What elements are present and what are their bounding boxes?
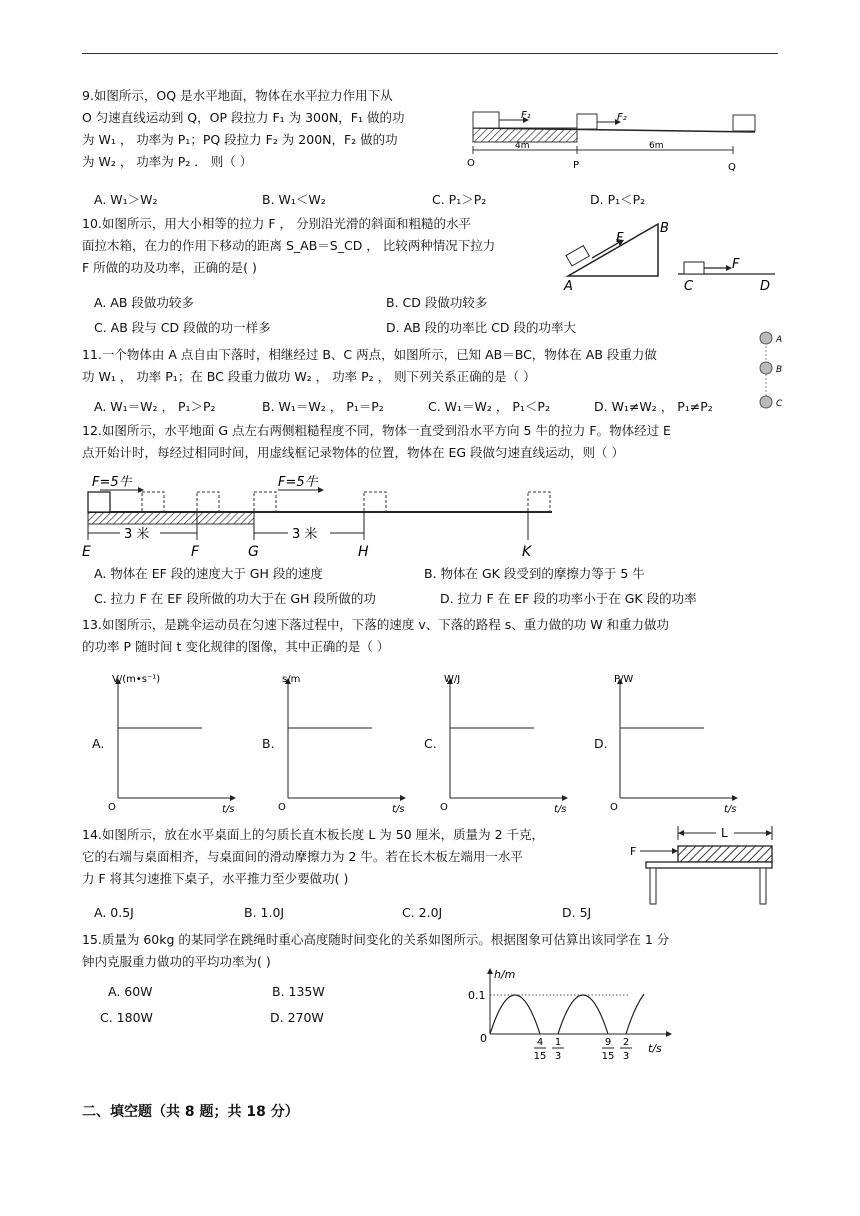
q12-option-a[interactable]: A. 物体在 EF 段的速度大于 GH 段的速度 bbox=[94, 566, 323, 581]
ball-a-icon bbox=[760, 332, 772, 344]
arrow-icon bbox=[400, 795, 406, 801]
jump-curve bbox=[490, 995, 540, 1034]
q15-figure bbox=[460, 964, 680, 1064]
q14-line: 力 F 将其匀速推下桌子，水平推力至少要做功( ) bbox=[82, 871, 349, 886]
q12-figure bbox=[82, 470, 562, 562]
y-axis-label: h/m bbox=[494, 968, 516, 981]
arrow-icon bbox=[672, 848, 678, 854]
question-10-text bbox=[82, 213, 495, 279]
q10-line: 10.如图所示，用大小相等的拉力 F ， 分别沿光滑的斜面和粗糙的水平 bbox=[82, 216, 471, 231]
q14-line: 它的右端与桌面相齐，与桌面间的滑动摩擦力为 2 牛。若在长木板左端用一水平 bbox=[82, 849, 523, 864]
q9-line: 为 W₁ ， 功率为 P₁；PQ 段拉力 F₂ 为 200N，F₂ 做的功 bbox=[82, 132, 398, 147]
q12-option-b[interactable]: B. 物体在 GK 段受到的摩擦力等于 5 牛 bbox=[424, 566, 645, 581]
tick-numerator: 4 bbox=[536, 1037, 544, 1048]
x-axis-label: t/s bbox=[392, 804, 405, 815]
q13-graph-c bbox=[438, 670, 588, 820]
q10-option-d[interactable]: D. AB 段的功率比 CD 段的功率大 bbox=[386, 320, 576, 335]
q15-line: 15.质量为 60kg 的某同学在跳绳时重心高度随时间变化的关系如图所示。根据图象可估算出该同学在 1 分 bbox=[82, 932, 670, 947]
question-13-text bbox=[82, 614, 669, 658]
q10-line: F 所做的功及功率，正确的是( ) bbox=[82, 260, 257, 275]
arrow-icon bbox=[562, 795, 568, 801]
arrow-icon bbox=[230, 795, 236, 801]
rough-ground-strip bbox=[473, 128, 577, 142]
label-3m: 3 米 bbox=[124, 527, 150, 542]
label-f2: F₂ bbox=[617, 112, 627, 123]
label-f: F bbox=[191, 544, 200, 560]
q9-option-c[interactable]: C. P₁＞P₂ bbox=[432, 192, 487, 207]
arrow-icon bbox=[766, 830, 772, 836]
q11-option-b[interactable]: B. W₁＝W₂ ， P₁＝P₂ bbox=[262, 399, 384, 414]
label-force: F=5牛 bbox=[92, 475, 132, 490]
tick-denominator: 3 bbox=[622, 1051, 630, 1062]
dashed-frame bbox=[197, 492, 219, 512]
label-4m: 4m bbox=[515, 141, 530, 151]
dashed-frame bbox=[254, 492, 276, 512]
dashed-frame bbox=[142, 492, 164, 512]
label-c: C bbox=[684, 279, 694, 294]
rough-ground-strip bbox=[88, 512, 254, 524]
tick-numerator: 1 bbox=[554, 1037, 562, 1048]
label-k: K bbox=[522, 544, 532, 560]
label-f1: F₁ bbox=[521, 110, 531, 121]
label-e: E bbox=[82, 544, 91, 560]
x-axis-label: t/s bbox=[724, 804, 737, 815]
label-d: D bbox=[760, 279, 771, 294]
q11-figure bbox=[756, 328, 788, 412]
q9-option-a[interactable]: A. W₁＞W₂ bbox=[94, 192, 158, 207]
ball-b-icon bbox=[760, 362, 772, 374]
q14-figure bbox=[626, 822, 786, 908]
q12-option-c[interactable]: C. 拉力 F 在 EF 段所做的功大于在 GH 段所做的功 bbox=[94, 591, 376, 606]
x-axis-label: t/s bbox=[554, 804, 567, 815]
jump-curve bbox=[558, 995, 608, 1034]
q9-line: 9.如图所示，OQ 是水平地面，物体在水平拉力作用下从 bbox=[82, 88, 393, 103]
q14-line: 14.如图所示，放在水平桌面上的匀质长直木板长度 L 为 50 厘米，质量为 2 千克， bbox=[82, 827, 545, 842]
q15-option-a[interactable]: A. 60W bbox=[108, 984, 153, 999]
q14-option-d[interactable]: D. 5J bbox=[562, 905, 592, 920]
label-a: A bbox=[776, 335, 783, 345]
label-l: L bbox=[721, 826, 728, 840]
tick-numerator: 9 bbox=[604, 1037, 612, 1048]
question-11-text bbox=[82, 344, 657, 388]
table-leg bbox=[650, 868, 656, 904]
label-f: F bbox=[616, 231, 624, 246]
origin-label: O bbox=[440, 802, 448, 813]
section-2-heading: 二、填空题（共 8 题；共 18 分） bbox=[82, 1104, 299, 1120]
block-icon bbox=[733, 115, 755, 131]
arrow-icon bbox=[318, 487, 324, 493]
q11-option-c[interactable]: C. W₁＝W₂ ， P₁＜P₂ bbox=[428, 399, 550, 414]
q10-line: 面拉木箱，在力的作用下移动的距离 S_AB＝S_CD ， 比较两种情况下拉力 bbox=[82, 238, 496, 253]
y-axis-label: P/W bbox=[614, 674, 634, 685]
q11-option-d[interactable]: D. W₁≠W₂ ， P₁≠P₂ bbox=[594, 399, 713, 414]
q11-option-a[interactable]: A. W₁＝W₂ ， P₁＞P₂ bbox=[94, 399, 216, 414]
q13-option-c[interactable]: C. bbox=[424, 736, 437, 751]
q15-option-d[interactable]: D. 270W bbox=[270, 1010, 324, 1025]
arrow-icon bbox=[666, 1031, 672, 1037]
question-14-text bbox=[82, 824, 544, 890]
label-f: F bbox=[732, 257, 740, 272]
q13-graph-a bbox=[106, 670, 256, 820]
label-o: O bbox=[467, 158, 475, 169]
arrow-icon bbox=[487, 968, 493, 974]
q11-line: 11.一个物体由 A 点自由下落时，相继经过 B、C 两点，如图所示，已知 AB＝BC，物体在 AB 段重力做 bbox=[82, 347, 657, 362]
origin-label: O bbox=[278, 802, 286, 813]
label-q: Q bbox=[728, 162, 736, 173]
q14-option-b[interactable]: B. 1.0J bbox=[244, 905, 285, 920]
label-6m: 6m bbox=[649, 141, 664, 151]
q15-option-b[interactable]: B. 135W bbox=[272, 984, 325, 999]
q15-option-c[interactable]: C. 180W bbox=[100, 1010, 153, 1025]
q11-line: 功 W₁ ， 功率 P₁；在 BC 段重力做功 W₂ ， 功率 P₂ ， 则下列关系正确的是（ ） bbox=[82, 369, 536, 384]
q9-line: O 匀速直线运动到 Q，OP 段拉力 F₁ 为 300N，F₁ 做的功 bbox=[82, 110, 405, 125]
dashed-frame bbox=[528, 492, 550, 512]
q9-figure bbox=[465, 108, 765, 178]
q9-option-b[interactable]: B. W₁＜W₂ bbox=[262, 192, 326, 207]
q13-option-b[interactable]: B. bbox=[262, 736, 275, 751]
y-tick-0.1: 0.1 bbox=[468, 989, 486, 1002]
q13-graph-d bbox=[608, 670, 758, 820]
q13-line: 的功率 P 随时间 t 变化规律的图像，其中正确的是（ ） bbox=[82, 639, 390, 654]
label-c: C bbox=[776, 399, 783, 409]
question-12-text bbox=[82, 420, 671, 464]
header-rule bbox=[82, 53, 778, 54]
x-axis-label: t/s bbox=[222, 804, 235, 815]
arrow-icon bbox=[678, 830, 684, 836]
origin-label: 0 bbox=[480, 1032, 487, 1045]
label-h: H bbox=[358, 544, 369, 560]
jump-curve bbox=[626, 994, 644, 1034]
q14-option-c[interactable]: C. 2.0J bbox=[402, 905, 443, 920]
block-icon bbox=[88, 492, 110, 512]
dashed-frame bbox=[364, 492, 386, 512]
tick-numerator: 2 bbox=[622, 1037, 630, 1048]
arrow-icon bbox=[732, 795, 738, 801]
origin-label: O bbox=[108, 802, 116, 813]
q12-option-d[interactable]: D. 拉力 F 在 EF 段的功率小于在 GK 段的功率 bbox=[440, 591, 697, 606]
table-leg bbox=[760, 868, 766, 904]
origin-label: O bbox=[610, 802, 618, 813]
block-icon bbox=[577, 114, 597, 129]
ball-c-icon bbox=[760, 396, 772, 408]
label-p: P bbox=[573, 160, 580, 171]
board-icon bbox=[678, 846, 772, 862]
q9-line: 为 W₂ ， 功率为 P₂ ． 则（ ） bbox=[82, 154, 253, 169]
question-9-text bbox=[82, 85, 404, 173]
box-icon bbox=[566, 246, 589, 266]
x-axis-label: t/s bbox=[648, 1042, 662, 1055]
y-axis-label: s/m bbox=[282, 674, 301, 685]
q13-line: 13.如图所示，是跳伞运动员在匀速下落过程中，下落的速度 v、下落的路程 s、重力做的功 W 和重力做功 bbox=[82, 617, 670, 632]
box-icon bbox=[684, 262, 704, 274]
y-axis-label: W/J bbox=[444, 674, 461, 685]
table-top bbox=[646, 862, 772, 868]
q13-option-a[interactable]: A. bbox=[92, 736, 105, 751]
tick-denominator: 15 bbox=[533, 1051, 547, 1062]
q9-option-d[interactable]: D. P₁＜P₂ bbox=[590, 192, 646, 207]
q10-option-a[interactable]: A. AB 段做功较多 bbox=[94, 295, 194, 310]
label-force: F=5牛 bbox=[278, 475, 318, 490]
q13-option-d[interactable]: D. bbox=[594, 736, 608, 751]
q10-option-b[interactable]: B. CD 段做功较多 bbox=[386, 295, 488, 310]
q12-line: 点开始计时，每经过相同时间，用虚线框记录物体的位置，物体在 EG 段做匀速直线运动，则（ ） bbox=[82, 445, 625, 460]
q13-graph-b bbox=[276, 670, 426, 820]
label-f: F bbox=[630, 845, 637, 858]
q12-line: 12.如图所示，水平地面 G 点左右两侧粗糙程度不同，物体一直受到沿水平方向 5 牛的拉力 F。物体经过 E bbox=[82, 423, 671, 438]
label-a: A bbox=[564, 279, 573, 294]
block-icon bbox=[473, 112, 499, 128]
label-g: G bbox=[248, 544, 259, 560]
q10-option-c[interactable]: C. AB 段与 CD 段做的功一样多 bbox=[94, 320, 271, 335]
label-b: B bbox=[776, 365, 783, 375]
q14-option-a[interactable]: A. 0.5J bbox=[94, 905, 134, 920]
tick-denominator: 15 bbox=[601, 1051, 615, 1062]
q10-figure bbox=[560, 218, 780, 294]
q15-line: 钟内克服重力做功的平均功率为( ) bbox=[82, 954, 271, 969]
label-3m: 3 米 bbox=[292, 527, 318, 542]
tick-denominator: 3 bbox=[554, 1051, 562, 1062]
y-axis-label: V/(m•s⁻¹) bbox=[112, 674, 161, 685]
label-b: B bbox=[660, 221, 669, 236]
